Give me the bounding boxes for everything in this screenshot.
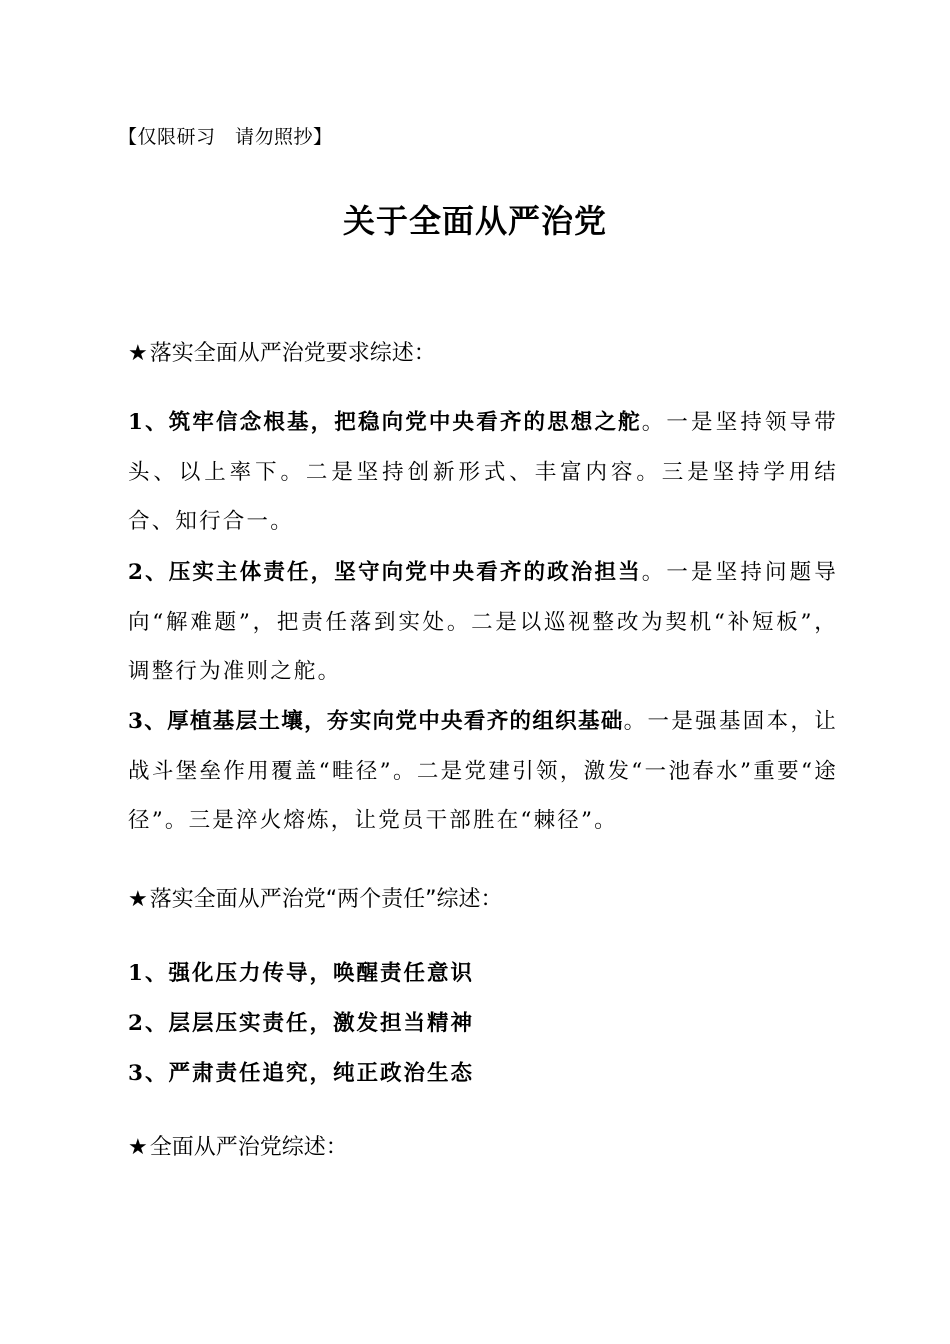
paragraph-lead: 1、筑牢信念根基，把稳向党中央看齐的思想之舵 <box>128 410 642 435</box>
star-icon: ★ <box>128 341 148 366</box>
paragraph-item-3 <box>128 697 838 846</box>
paragraph-body: 。一是强基固本，让战斗堡垒作用覆盖“畦径”。二是党建引领，激发“一池春水”重要“途径”。三是淬火熔炼，让党员干部胜在“棘径”。 <box>128 709 838 833</box>
section-heading-two-responsibilities <box>128 882 503 913</box>
section-heading-text: 落实全面从严治党“两个责任”综述： <box>149 887 503 912</box>
paragraph-lead: 2、压实主体责任，坚守向党中央看齐的政治担当 <box>128 560 642 585</box>
paragraph-body: 。一是坚持领导带头、以上率下。二是坚持创新形式、丰富内容。三是坚持学用结合、知行合一。 <box>128 410 838 534</box>
list-item: 2、层层压实责任，激发担当精神 <box>128 1011 474 1036</box>
paragraph-item-1 <box>128 398 838 547</box>
study-notice: 【仅限研习 请勿照抄】 <box>118 126 333 148</box>
section-heading-text: 落实全面从严治党要求综述： <box>149 341 436 366</box>
star-icon: ★ <box>128 1135 148 1160</box>
section-heading-requirements <box>128 336 436 367</box>
document-title: 关于全面从严治党 <box>342 202 607 240</box>
paragraph-lead: 3、厚植基层土壤，夯实向党中央看齐的组织基础 <box>128 709 624 734</box>
section-heading-overview <box>128 1130 348 1161</box>
paragraph-item-2 <box>128 548 838 697</box>
section-heading-text: 全面从严治党综述： <box>149 1135 348 1160</box>
star-icon: ★ <box>128 887 148 912</box>
list-item: 1、强化压力传导，唤醒责任意识 <box>128 961 474 986</box>
list-item: 3、严肃责任追究，纯正政治生态 <box>128 1061 474 1086</box>
paragraph-body: 。一是坚持问题导向“解难题”，把责任落到实处。二是以巡视整改为契机“补短板”，调整行为准则之舵。 <box>128 560 838 684</box>
